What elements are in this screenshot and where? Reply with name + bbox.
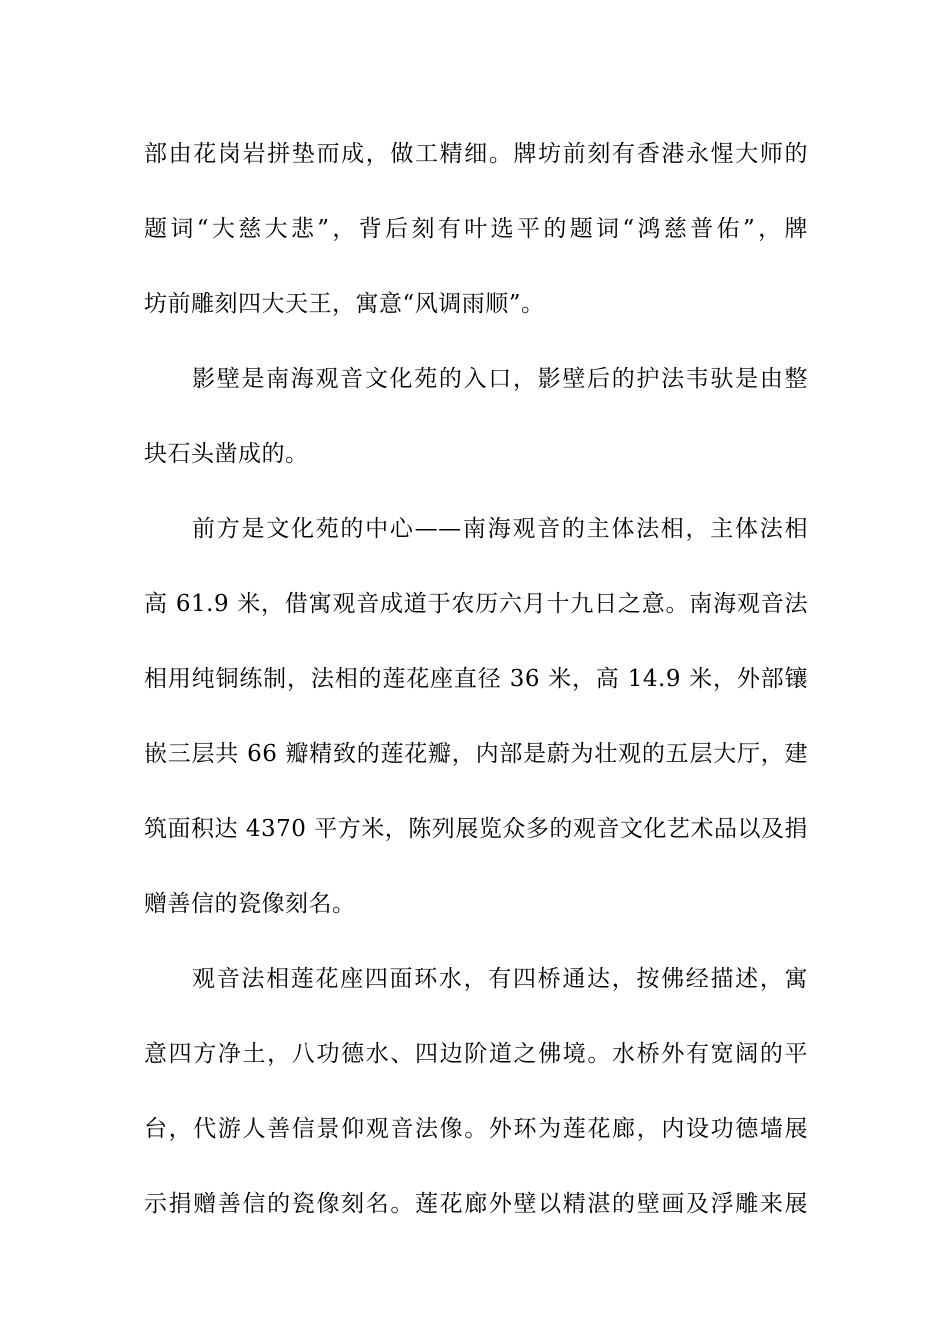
text-line: 意四方净土，八功德水、四边阶道之佛境。水桥外有宽阔的平 (144, 1041, 808, 1067)
text-line: 示捐赠善信的瓷像刻名。莲花廊外壁以精湛的壁画及浮雕来展 (144, 1191, 808, 1217)
text-line: 观音法相莲花座四面环水，有四桥通达，按佛经描述，寓 (192, 966, 808, 992)
paragraph-3 (144, 499, 808, 949)
document-page (144, 124, 808, 1249)
text-line: 高 61.9 米，借寓观音成道于农历六月十九日之意。南海观音法 (144, 591, 808, 617)
text-line: 嵌三层共 66 瓣精致的莲花瓣，内部是蔚为壮观的五层大厅，建 (144, 741, 808, 767)
text-line: 影壁是南海观音文化苑的入口，影壁后的护法韦驮是由整 (192, 366, 808, 392)
text-line: 坊前雕刻四大天王，寓意“风调雨顺”。 (144, 291, 545, 317)
text-line: 部由花岗岩拼垫而成，做工精细。牌坊前刻有香港永惺大师的 (144, 141, 808, 167)
text-line: 筑面积达 4370 平方米，陈列展览众多的观音文化艺术品以及捐 (144, 816, 808, 842)
text-line: 前方是文化苑的中心——南海观音的主体法相，主体法相 (192, 516, 808, 542)
text-line: 相用纯铜练制，法相的莲花座直径 36 米，高 14.9 米，外部镶 (144, 666, 808, 692)
text-line: 块石头凿成的。 (144, 441, 309, 467)
text-line: 赠善信的瓷像刻名。 (144, 891, 356, 917)
paragraph-1 (144, 124, 808, 349)
text-line: 题词“大慈大悲”，背后刻有叶选平的题词“鸿慈普佑”，牌 (144, 216, 808, 242)
paragraph-2 (144, 349, 808, 499)
paragraph-4 (144, 949, 808, 1249)
text-line: 台，代游人善信景仰观音法像。外环为莲花廊，内设功德墙展 (144, 1116, 808, 1142)
